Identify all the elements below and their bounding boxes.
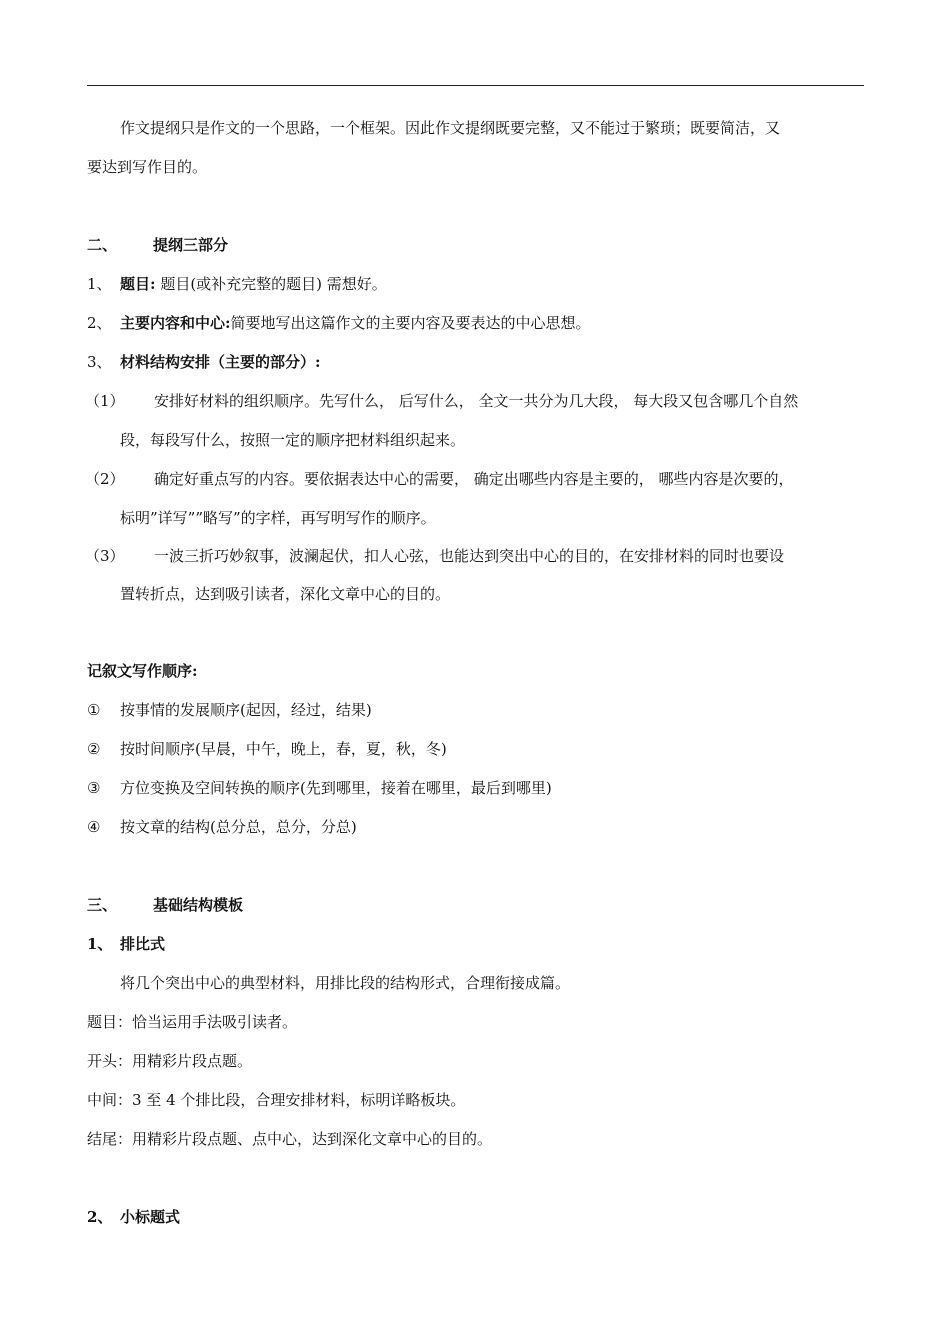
item-text: 简要地写出这篇作文的主要内容及要表达的中心思想。: [230, 314, 591, 332]
section-3-heading: [87, 895, 243, 915]
item-number: 2、: [87, 314, 112, 332]
list-item: [87, 700, 372, 720]
subsection-title: 小标题式: [120, 1208, 181, 1226]
sub-item-number: （3）: [85, 547, 125, 565]
sub-item-line: [85, 469, 794, 489]
circled-number: ④: [87, 818, 101, 836]
intro-line-1: 作文提纲只是作文的一个思路，一个框架。因此作文提纲既要完整，又不能过于繁琐；既要简洁，又: [120, 119, 781, 137]
item-number: 3、: [87, 353, 112, 371]
list-item: [87, 778, 552, 798]
sub-item-number: （1）: [85, 392, 125, 410]
section-title: 基础结构模板: [153, 896, 244, 914]
list-item: [87, 739, 447, 759]
section-number: 三、: [87, 896, 118, 914]
item-label: 题目:: [120, 275, 156, 293]
subsection-heading: [87, 1207, 180, 1227]
sub-item-continuation: 段，每段写什么，按照一定的顺序把材料组织起来。: [120, 431, 466, 449]
header-rule: [87, 85, 864, 86]
outline-item: [87, 352, 321, 372]
subsection-number: 2、: [87, 1208, 113, 1226]
intro-line-2: 要达到写作目的。: [87, 158, 208, 176]
item-label: 主要内容和中心:: [120, 314, 231, 332]
list-item-text: 按文章的结构(总分总，总分，分总): [120, 818, 357, 836]
narrative-heading: 记叙文写作顺序:: [87, 662, 198, 680]
list-item: [87, 817, 357, 837]
subsection-heading: [87, 934, 165, 954]
template-line: 开头：用精彩片段点题。: [87, 1052, 253, 1070]
list-item-text: 方位变换及空间转换的顺序(先到哪里，接着在哪里，最后到哪里): [120, 779, 552, 797]
outline-item: [87, 313, 591, 333]
section-title: 提纲三部分: [153, 236, 229, 254]
template-line: 中间：3 至 4 个排比段，合理安排材料，标明详略板块。: [87, 1091, 466, 1109]
sub-item-continuation: 标明”详写””略写”的字样，再写明写作的顺序。: [120, 509, 436, 527]
sub-item-text: 一波三折巧妙叙事，波澜起伏，扣人心弦，也能达到突出中心的目的，在安排材料的同时也要设: [154, 547, 785, 565]
list-item-text: 按事情的发展顺序(起因，经过，结果): [120, 701, 372, 719]
item-text: 题目(或补充完整的题目) 需想好。: [160, 275, 387, 293]
sub-item-number: （2）: [85, 470, 125, 488]
sub-item-text: 安排好材料的组织顺序。先写什么， 后写什么， 全文一共分为几大段， 每大段又包含哪几个自然: [154, 392, 799, 410]
circled-number: ②: [87, 740, 101, 758]
template-line: 结尾：用精彩片段点题、点中心，达到深化文章中心的目的。: [87, 1130, 493, 1148]
section-number: 二、: [87, 236, 118, 254]
circled-number: ①: [87, 701, 101, 719]
outline-item: [87, 274, 387, 294]
list-item-text: 按时间顺序(早晨，中午，晚上，春，夏，秋，冬): [120, 740, 447, 758]
subsection-number: 1、: [87, 935, 113, 953]
item-number: 1、: [87, 275, 112, 293]
sub-item-continuation: 置转折点，达到吸引读者，深化文章中心的目的。: [120, 585, 451, 603]
subsection-description: 将几个突出中心的典型材料，用排比段的结构形式，合理衔接成篇。: [120, 974, 571, 992]
item-label: 材料结构安排（主要的部分）:: [120, 353, 321, 371]
sub-item-line: [85, 546, 784, 566]
template-line: 题目：恰当运用手法吸引读者。: [87, 1013, 298, 1031]
subsection-title: 排比式: [120, 935, 166, 953]
circled-number: ③: [87, 779, 101, 797]
sub-item-text: 确定好重点写的内容。要依据表达中心的需要， 确定出哪些内容是主要的， 哪些内容是次要的，: [154, 470, 794, 488]
sub-item-line: [85, 391, 798, 411]
section-2-heading: [87, 235, 228, 255]
